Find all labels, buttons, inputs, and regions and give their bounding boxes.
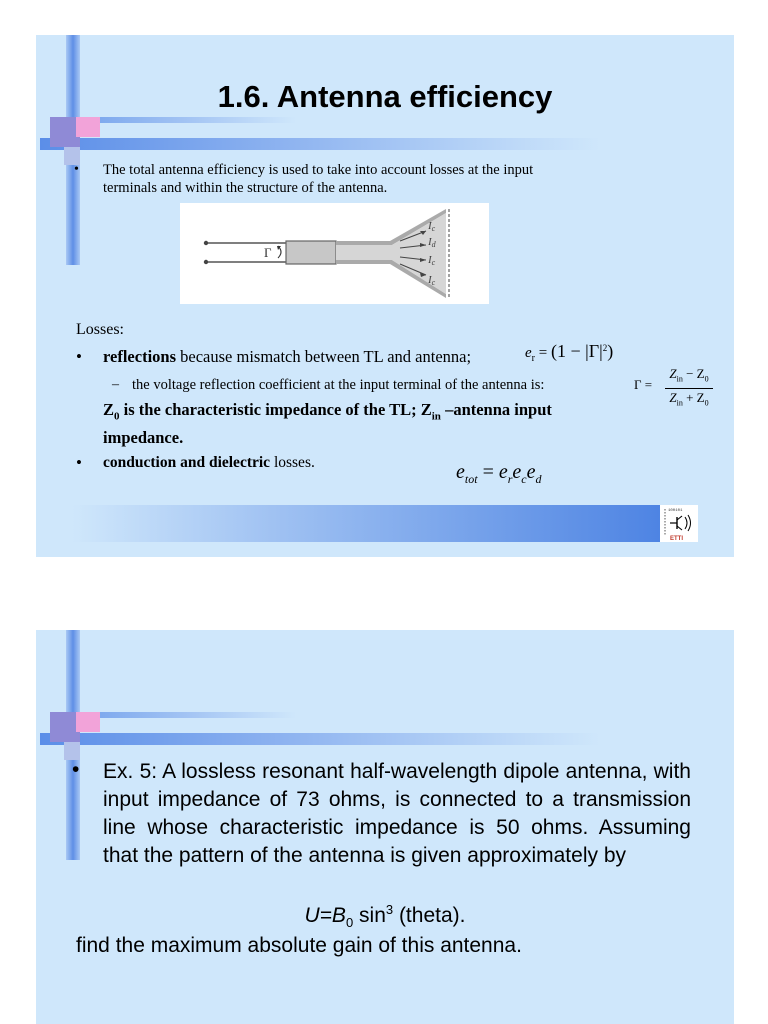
etot-sub: tot bbox=[464, 472, 478, 486]
decor-horizontal-bar-thin bbox=[96, 712, 296, 718]
er-formula bbox=[525, 341, 613, 364]
ec-e: e bbox=[512, 461, 522, 483]
etti-logo bbox=[660, 505, 698, 542]
er-e: e bbox=[498, 461, 508, 483]
gamma-numerator bbox=[665, 366, 713, 389]
etot-eq: = bbox=[477, 461, 499, 483]
conduction-line bbox=[103, 452, 315, 474]
num-z: Z bbox=[669, 366, 677, 381]
gamma-label: Γ bbox=[264, 245, 272, 260]
den-z: Z bbox=[669, 389, 677, 405]
find-text: find the maximum absolute gain of this antenna. bbox=[76, 934, 522, 957]
sub-bullet-text: the voltage reflection coefficient at the input terminal of the antenna is: bbox=[132, 377, 545, 393]
er-symbol: e bbox=[525, 345, 532, 361]
z0-a: Z bbox=[103, 400, 115, 419]
er-close: ) bbox=[607, 341, 614, 361]
decor-horizontal-bar bbox=[40, 733, 600, 745]
pattern-formula bbox=[36, 902, 734, 930]
ed-e: e bbox=[526, 461, 536, 483]
formula-u: U bbox=[304, 904, 320, 927]
etot-formula bbox=[456, 461, 542, 487]
bullet-dot: • bbox=[76, 453, 82, 472]
example-text: Ex. 5: A lossless resonant half-wavelength dipole antenna, with input impedance of 73 ohms, is connected to a transmission line whose characteristic impedance is 50 ohms. Assuming that the pattern of the antenna is given approximately by bbox=[103, 760, 691, 867]
formula-sup: 3 bbox=[385, 902, 394, 917]
etot-e: e bbox=[456, 461, 465, 483]
gamma-lhs: Γ = bbox=[634, 377, 653, 392]
er-sub: r bbox=[531, 353, 536, 364]
z0-c: –antenna input bbox=[440, 400, 552, 419]
arrow-label-2: Id bbox=[428, 236, 436, 249]
horn-diagram-svg bbox=[180, 203, 489, 304]
conduction-rest: losses. bbox=[270, 454, 315, 471]
bullet-dot: • bbox=[72, 758, 80, 781]
den-sub1: in bbox=[676, 398, 683, 408]
intro-line-1: The total antenna efficiency is used to take into account losses at the input bbox=[103, 162, 534, 178]
num-op: − Z bbox=[682, 366, 705, 381]
ed-d: d bbox=[535, 472, 542, 486]
formula-sin: sin bbox=[353, 904, 386, 927]
z0-b: is the characteristic impedance of the TL; Z bbox=[119, 400, 432, 419]
decor-horizontal-bar-thin bbox=[96, 117, 296, 123]
slide-example-5 bbox=[36, 630, 734, 1024]
logo-text: ETTI bbox=[670, 536, 683, 542]
reflections-line bbox=[103, 346, 471, 368]
transmission-line-antenna-diagram bbox=[180, 203, 489, 304]
formula-b-sub: 0 bbox=[345, 915, 354, 931]
svg-text:100101: 100101 bbox=[668, 509, 683, 513]
num-sub2: 0 bbox=[704, 374, 709, 384]
er-eq: = bbox=[535, 345, 551, 361]
slide-title: 1.6. Antenna efficiency bbox=[217, 79, 553, 114]
formula-theta: (theta). bbox=[393, 904, 466, 927]
bullet-dot: • bbox=[76, 347, 82, 366]
arrow-label-1: Ic bbox=[428, 220, 436, 233]
footer-gradient-bar bbox=[72, 505, 660, 542]
reflections-bold: reflections bbox=[103, 347, 177, 366]
conduction-bold: conduction and dielectric bbox=[103, 454, 271, 471]
gamma-fraction bbox=[665, 366, 713, 412]
gamma-denominator bbox=[665, 389, 713, 413]
er-r: r bbox=[507, 472, 513, 486]
ec-c: c bbox=[521, 472, 527, 486]
losses-label: Losses: bbox=[76, 321, 124, 338]
z0-d: impedance. bbox=[103, 428, 184, 448]
intro-line-2: terminals and within the structure of the antenna. bbox=[103, 180, 388, 196]
er-sup: 2 bbox=[602, 343, 608, 353]
arrow-label-3: Ic bbox=[428, 254, 436, 267]
er-body: (1 − |Γ| bbox=[550, 341, 603, 361]
dash-bullet: – bbox=[112, 377, 119, 392]
den-sub2: 0 bbox=[704, 398, 709, 408]
arrow-label-4: Ic bbox=[428, 274, 436, 287]
reflections-rest: because mismatch between TL and antenna; bbox=[176, 347, 472, 366]
decor-square-pink bbox=[76, 712, 100, 732]
zin-sub: in bbox=[431, 410, 441, 423]
decor-square-pink bbox=[76, 117, 100, 137]
z0-definition bbox=[103, 399, 643, 449]
num-sub1: in bbox=[676, 374, 683, 384]
den-op: + Z bbox=[682, 389, 705, 405]
formula-eq: =B bbox=[319, 904, 346, 927]
bullet-dot: • bbox=[74, 162, 79, 177]
slide-antenna-efficiency bbox=[36, 35, 734, 557]
z0-sub: 0 bbox=[114, 410, 120, 423]
etti-logo-icon bbox=[660, 505, 698, 542]
decor-horizontal-bar bbox=[40, 138, 600, 150]
